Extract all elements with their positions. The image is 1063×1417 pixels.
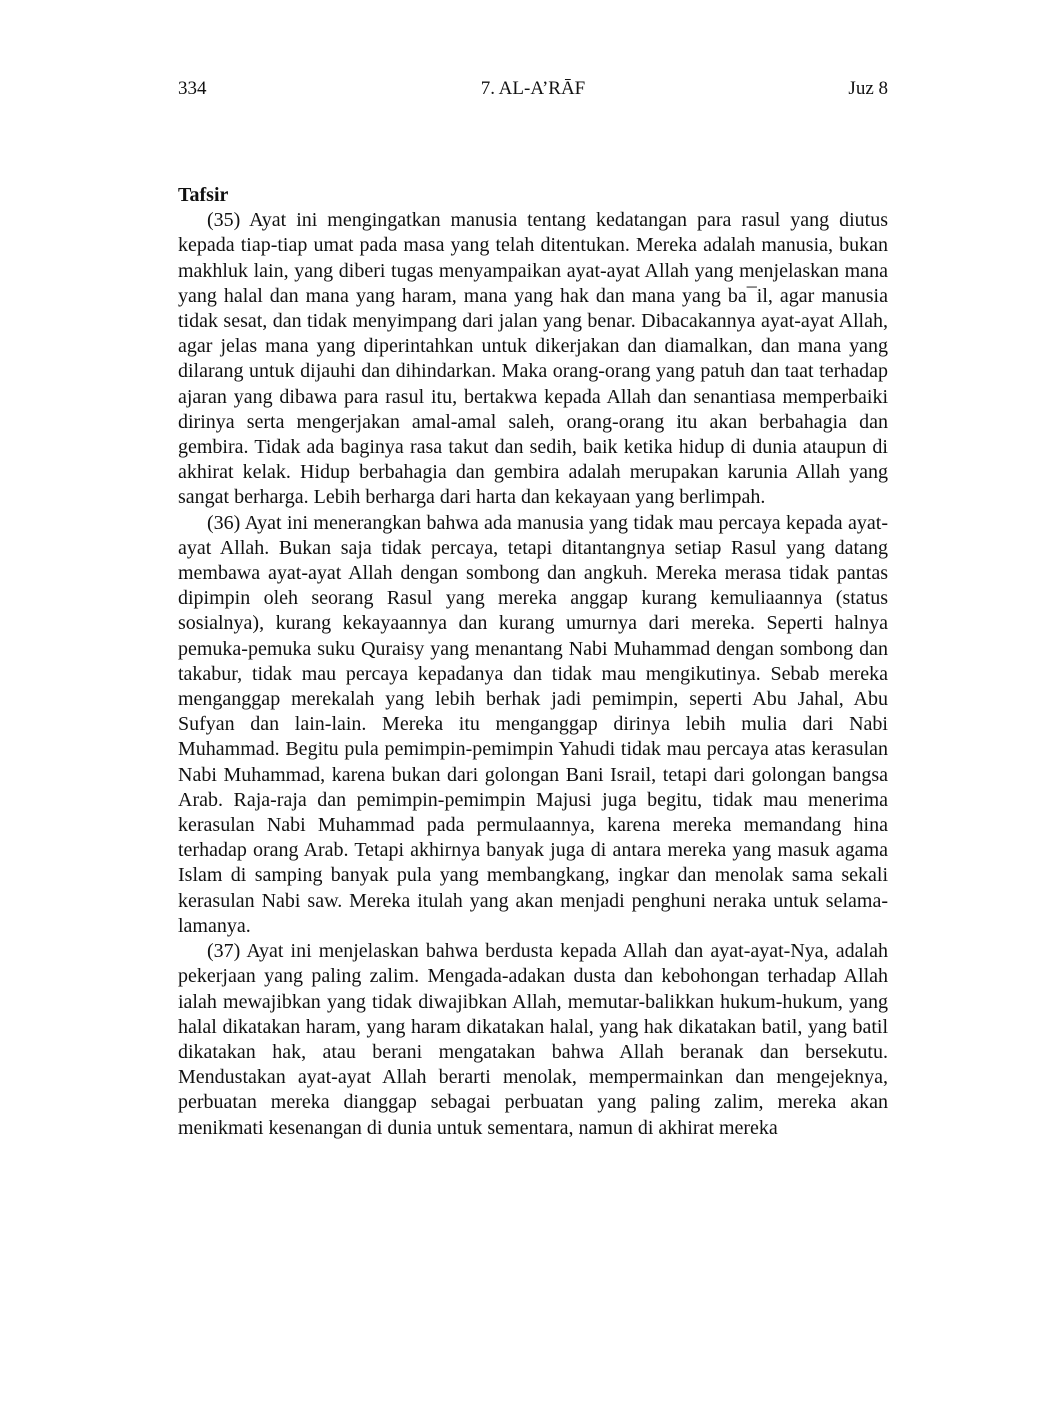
juz-label: Juz 8 [848, 78, 888, 99]
running-header [178, 76, 888, 102]
section-heading: Tafsir [178, 184, 229, 206]
page-number: 334 [178, 78, 207, 99]
paragraph-verse-37: (37) Ayat ini menjelaskan bahwa berdusta kepada Allah dan ayat-ayat-Nya, adalah pekerjaan yang paling zalim. Mengada-adakan dusta dan kebohongan terhadap Allah ialah mewajibkan yang tidak diwajibkan Allah, memutar-balikkan hukum-hukum, yang halal dikatakan haram, yang haram dikatakan halal, yang hak dikatakan batil, yang batil dikatakan hak, atau berani mengatakan bahwa Allah beranak dan bersekutu. Mendustakan ayat-ayat Allah berarti menolak, mempermainkan dan mengejeknya, perbuatan mereka dianggap sebagai perbuatan yang paling zalim, mereka akan menikmati kesenangan di dunia untuk sementara, namun di akhirat mereka [178, 940, 888, 1139]
chapter-title: 7. AL-A’RĀF [480, 78, 586, 99]
paragraph-verse-35: (35) Ayat ini mengingatkan manusia tentang kedatangan para rasul yang diutus kepada tiap-tiap umat pada masa yang telah ditentukan. Mereka adalah manusia, bukan makhluk lain, yang diberi tugas menyampaikan ayat-ayat Allah yang menjelaskan mana yang halal dan mana yang haram, mana yang hak dan mana yang ba¯il, agar manusia tidak sesat, dan tidak menyimpang dari jalan yang benar. Dibacakannya ayat-ayat Allah, agar jelas mana yang diperintahkan untuk dikerjakan dan diamalkan, dan mana yang dilarang untuk dijauhi dan dihindarkan. Maka orang-orang yang patuh dan taat terhadap ajaran yang dibawa para rasul itu, bertakwa kepada Allah dan senantiasa memperbaiki dirinya serta mengerjakan amal-amal saleh, orang-orang itu akan berbahagia dan gembira. Tidak ada baginya rasa takut dan sedih, baik ketika hidup di dunia ataupun di akhirat kelak. Hidup berbahagia dan gembira adalah merupakan karunia Allah yang sangat berharga. Lebih berharga dari harta dan kekayaan yang berlimpah. [178, 209, 888, 509]
paragraph-verse-36: (36) Ayat ini menerangkan bahwa ada manusia yang tidak mau percaya kepada ayat-ayat Allah. Bukan saja tidak percaya, tetapi ditantangnya setiap Rasul yang datang membawa ayat-ayat Allah dengan sombong dan angkuh. Mereka merasa tidak pantas dipimpin oleh seorang Rasul yang mereka anggap kurang kemuliaannya (status sosialnya), kurang kekayaannya dan kurang umurnya dari mereka. Seperti halnya pemuka-pemuka suku Quraisy yang menantang Nabi Muhammad dengan sombong dan takabur, tidak mau percaya kepadanya dan tidak mau mengikutinya. Sebab mereka menganggap merekalah yang lebih berhak jadi pemimpin, seperti Abu Jahal, Abu Sufyan dan lain-lain. Mereka itu menganggap dirinya lebih mulia dari Nabi Muhammad. Begitu pula pemimpin-pemimpin Yahudi tidak mau percaya atas kerasulan Nabi Muhammad, karena bukan dari golongan Bani Israil, tetapi dari golongan bangsa Arab. Raja-raja dan pemimpin-pemimpin Majusi juga begitu, tidak mau menerima kerasulan Nabi Muhammad pada permulaannya, karena mereka memandang hina terhadap orang Arab. Tetapi akhirnya banyak juga di antara mereka yang masuk agama Islam di samping banyak pula yang membangkang, ingkar dan menolak sama sekali kerasulan Nabi saw. Mereka itulah yang akan menjadi penghuni neraka untuk selama-lamanya. [178, 511, 888, 937]
body-text [178, 183, 888, 1141]
